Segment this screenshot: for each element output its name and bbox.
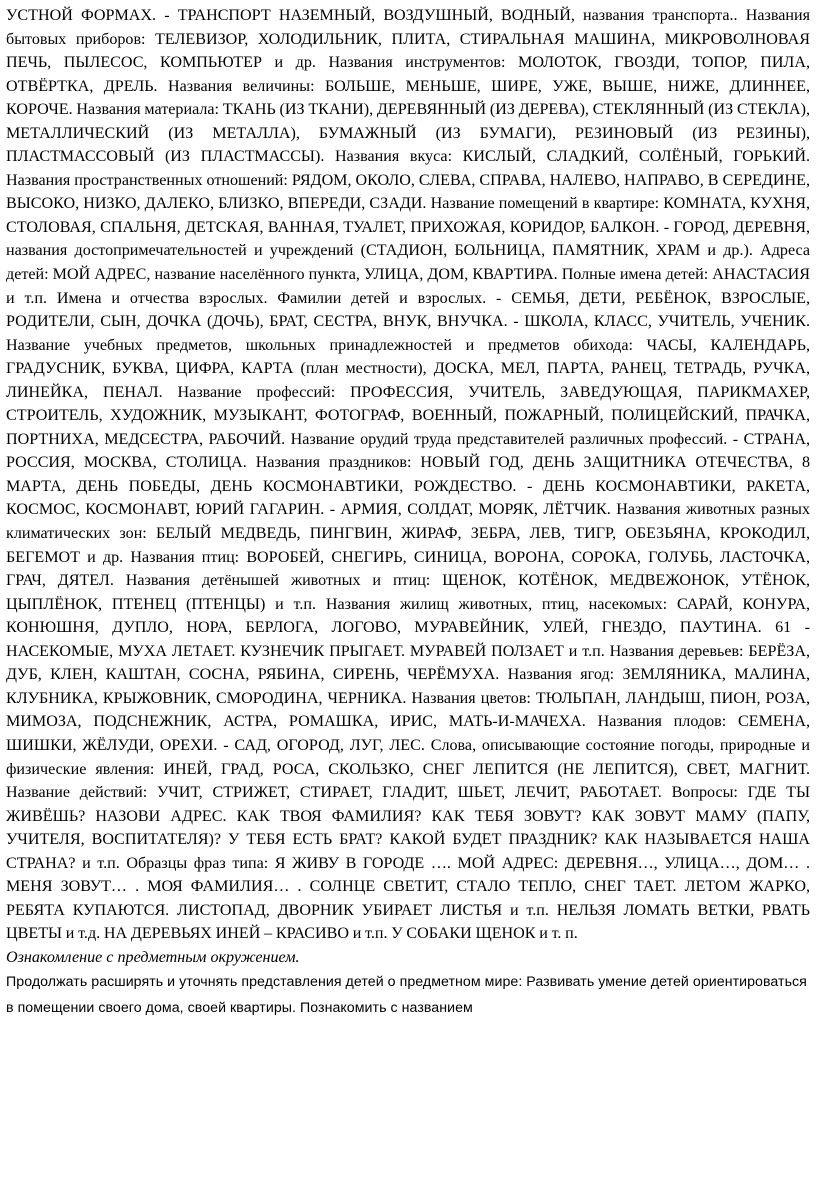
section-paragraph: Продолжать расширять и уточнять представления детей о предметном мире: Развивать умение детей ориентироваться в помещении своего дома, своей квартиры. Познакомить с названием (6, 974, 807, 1017)
main-paragraph: УСТНОЙ ФОРМАХ. - ТРАНСПОРТ НАЗЕМНЫЙ, ВОЗДУШНЫЙ, ВОДНЫЙ, названия транспорта.. Названия бытовых приборов: ТЕЛЕВИЗОР, ХОЛОДИЛЬНИК, ПЛИТА, СТИРАЛЬНАЯ МАШИНА, МИКРОВОЛНОВАЯ ПЕЧЬ, ПЫЛЕСОС, КОМПЬЮТЕР и др. Названия инструментов: МОЛОТОК, ГВОЗДИ, ТОПОР, ПИЛА, ОТВЁРТКА, ДРЕЛЬ. Названия величины: БОЛЬШЕ, МЕНЬШЕ, ШИРЕ, УЖЕ, ВЫШЕ, НИЖЕ, ДЛИННЕЕ, КОРОЧЕ. Названия материала: ТКАНЬ (ИЗ ТКАНИ), ДЕРЕВЯННЫЙ (ИЗ ДЕРЕВА), СТЕКЛЯННЫЙ (ИЗ СТЕКЛА), МЕТАЛЛИЧЕСКИЙ (ИЗ МЕТАЛЛА), БУМАЖНЫЙ (ИЗ БУМАГИ), РЕЗИНОВЫЙ (ИЗ РЕЗИНЫ), ПЛАСТМАССОВЫЙ (ИЗ ПЛАСТМАССЫ). Названия вкуса: КИСЛЫЙ, СЛАДКИЙ, СОЛЁНЫЙ, ГОРЬКИЙ. Названия пространственных отношений: РЯДОМ, ОКОЛО, СЛЕВА, СПРАВА, НАЛЕВО, НАПРАВО, В СЕРЕДИНЕ, ВЫСОКО, НИЗКО, ДАЛЕКО, БЛИЗКО, ВПЕРЕДИ, СЗАДИ. Название помещений в квартире: КОМНАТА, КУХНЯ, СТОЛОВАЯ, СПАЛЬНЯ, ДЕТСКАЯ, ВАННАЯ, ТУАЛЕТ, ПРИХОЖАЯ, КОРИДОР, БАЛКОН. - ГОРОД, ДЕРЕВНЯ, названия достопримечательностей и учреждений (СТАДИОН, БОЛЬНИЦА, ПАМЯТНИК, ХРАМ и др.). Адреса детей: МОЙ АДРЕС, название населённого пункта, УЛИЦА, ДОМ, КВАРТИРА. Полные имена детей: АНАСТАСИЯ и т.п. Имена и отчества взрослых. Фамилии детей и взрослых. - СЕМЬЯ, ДЕТИ, РЕБЁНОК, ВЗРОСЛЫЕ, РОДИТЕЛИ, СЫН, ДОЧКА (ДОЧЬ), БРАТ, СЕСТРА, ВНУК, ВНУЧКА. - ШКОЛА, КЛАСС, УЧИТЕЛЬ, УЧЕНИК. Название учебных предметов, школьных принадлежностей и предметов обихода: ЧАСЫ, КАЛЕНДАРЬ, ГРАДУСНИК, БУКВА, ЦИФРА, КАРТА (план местности), ДОСКА, МЕЛ, ПАРТА, РАНЕЦ, ТЕТРАДЬ, РУЧКА, ЛИНЕЙКА, ПЕНАЛ. Название профессий: ПРОФЕССИЯ, УЧИТЕЛЬ, ЗАВЕДУЮЩАЯ, ПАРИКМАХЕР, СТРОИТЕЛЬ, ХУДОЖНИК, МУЗЫКАНТ, ФОТОГРАФ, ВОЕННЫЙ, ПОЖАРНЫЙ, ПОЛИЦЕЙСКИЙ, ПРАЧКА, ПОРТНИХА, МЕДСЕСТРА, РАБОЧИЙ. Название орудий труда представителей различных профессий. - СТРАНА, РОССИЯ, МОСКВА, СТОЛИЦА. Названия праздников: НОВЫЙ ГОД, ДЕНЬ ЗАЩИТНИКА ОТЕЧЕСТВА, 8 МАРТА, ДЕНЬ ПОБЕДЫ, ДЕНЬ КОСМОНАВТИКИ, РОЖДЕСТВО. - ДЕНЬ КОСМОНАВТИКИ, РАКЕТА, КОСМОС, КОСМОНАВТ, ЮРИЙ ГАГАРИН. - АРМИЯ, СОЛДАТ, МОРЯК, ЛЁТЧИК. Названия животных разных климатических зон: БЕЛЫЙ МЕДВЕДЬ, ПИНГВИН, ЖИРАФ, ЗЕБРА, ЛЕВ, ТИГР, ОБЕЗЬЯНА, КРОКОДИЛ, БЕГЕМОТ и др. Названия птиц: ВОРОБЕЙ, СНЕГИРЬ, СИНИЦА, ВОРОНА, СОРОКА, ГОЛУБЬ, ЛАСТОЧКА, ГРАЧ, ДЯТЕЛ. Названия детёнышей животных и птиц: ЩЕНОК, КОТЁНОК, МЕДВЕЖОНОК, УТЁНОК, ЦЫПЛЁНОК, ПТЕНЕЦ (ПТЕНЦЫ) и т.п. Названия жилищ животных, птиц, насекомых: САРАЙ, КОНУРА, КОНЮШНЯ, ДУПЛО, НОРА, БЕРЛОГА, ЛОГОВО, МУРАВЕЙНИК, УЛЕЙ, ГНЕЗДО, ПАУТИНА. 61 - НАСЕКОМЫЕ, МУХА ЛЕТАЕТ. КУЗНЕЧИК ПРЫГАЕТ. МУРАВЕЙ ПОЛЗАЕТ и т.п. Названия деревьев: БЕРЁЗА, ДУБ, КЛЕН, КАШТАН, СОСНА, РЯБИНА, СИРЕНЬ, ЧЕРЁМУХА. Названия ягод: ЗЕМЛЯНИКА, МАЛИНА, КЛУБНИКА, КРЫЖОВНИК, СМОРОДИНА, ЧЕРНИКА. Названия цветов: ТЮЛЬПАН, ЛАНДЫШ, ПИОН, РОЗА, МИМОЗА, ПОДСНЕЖНИК, АСТРА, РОМАШКА, ИРИС, МАТЬ-И-МАЧЕХА. Названия плодов: СЕМЕНА, ШИШКИ, ЖЁЛУДИ, ОРЕХИ. - САД, ОГОРОД, ЛУГ, ЛЕС. Слова, описывающие состояние погоды, природные и физические явления: ИНЕЙ, ГРАД, РОСА, СКОЛЬЗКО, СНЕГ ЛЕПИТСЯ (НЕ ЛЕПИТСЯ), СВЕТ, МАГНИТ. Название действий: УЧИТ, СТРИЖЕТ, СТИРАЕТ, ГЛАДИТ, ШЬЕТ, ЛЕЧИТ, РАБОТАЕТ. Вопросы: ГДЕ ТЫ ЖИВЁШЬ? НАЗОВИ АДРЕС. КАК ТВОЯ ФАМИЛИЯ? КАК ТЕБЯ ЗОВУТ? КАК ЗОВУТ МАМУ (ПАПУ, УЧИТЕЛЯ, ВОСПИТАТЕЛЯ)? У ТЕБЯ ЕСТЬ БРАТ? КАКОЙ БУДЕТ ПРАЗДНИК? КАК НАЗЫВАЕТСЯ НАША СТРАНА? и т.п. Образцы фраз типа: Я ЖИВУ В ГОРОДЕ …. МОЙ АДРЕС: ДЕРЕВНЯ…, УЛИЦА…, ДОМ… . МЕНЯ ЗОВУТ… . МОЯ ФАМИЛИЯ… . СОЛНЦЕ СВЕТИТ, СТАЛО ТЕПЛО, СНЕГ ТАЕТ. ЛЕТОМ ЖАРКО, РЕБЯТА КУПАЮТСЯ. ЛИСТОПАД, ДВОРНИК УБИРАЕТ ЛИСТЬЯ и т.п. НЕЛЬЗЯ ЛОМАТЬ ВЕТКИ, РВАТЬ ЦВЕТЫ и т.д. НА ДЕРЕВЬЯХ ИНЕЙ – КРАСИВО и т.п. У СОБАКИ ЩЕНОК и т. п. (6, 7, 810, 943)
section-heading: Ознакомление с предметным окружением. (6, 948, 300, 966)
